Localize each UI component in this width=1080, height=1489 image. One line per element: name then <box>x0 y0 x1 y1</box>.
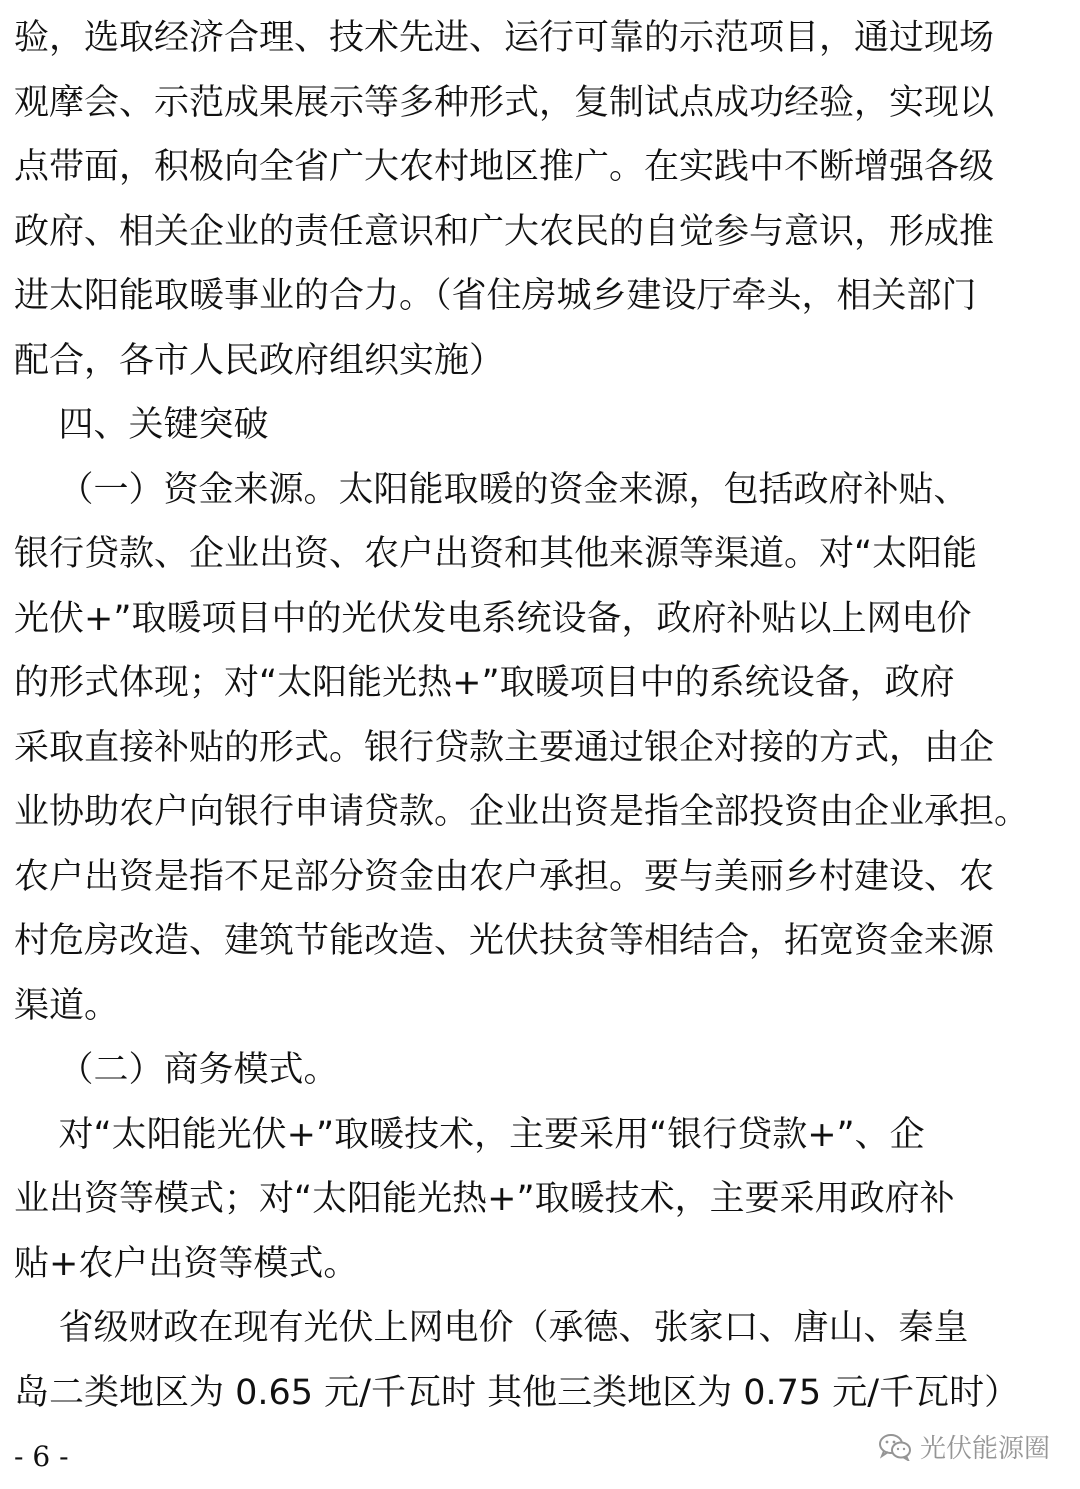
text-line: 进太阳能取暖事业的合力。（省住房城乡建设厅牵头，相关部门 <box>14 276 977 316</box>
text-line: 业协助农户向银行申请贷款。企业出资是指全部投资由企业承担。 <box>14 792 1030 832</box>
wechat-icon <box>878 1433 912 1461</box>
text-line: 验，选取经济合理、技术先进、运行可靠的示范项目，通过现场 <box>14 18 995 58</box>
page-footer <box>0 1420 1080 1489</box>
watermark <box>878 1428 1050 1465</box>
text-line: 观摩会、示范成果展示等多种形式，复制试点成功经验，实现以 <box>14 82 995 123</box>
text-line: 的形式体现；对“太阳能光热+”取暖项目中的系统设备，政府 <box>14 663 955 703</box>
watermark-text: 光伏能源圈 <box>919 1434 1050 1464</box>
text-line: 光伏+”取暖项目中的光伏发电系统设备，政府补贴以上网电价 <box>14 598 972 639</box>
text-line: 省级财政在现有光伏上网电价（承德、张家口、唐山、秦皇 <box>14 1308 969 1348</box>
section-heading: 四、关键突破 <box>14 405 269 445</box>
text-line: （一）资金来源。太阳能取暖的资金来源，包括政府补贴、 <box>14 469 969 510</box>
text-line: 银行贷款、企业出资、农户出资和其他来源等渠道。对“太阳能 <box>14 534 978 574</box>
text-line: 对“太阳能光伏+”取暖技术，主要采用“银行贷款+”、企 <box>14 1114 925 1155</box>
text-line: 贴+农户出资等模式。 <box>14 1243 359 1284</box>
text-line: 点带面，积极向全省广大农村地区推广。在实践中不断增强各级 <box>14 147 995 187</box>
document-body <box>14 6 1068 1425</box>
subsection-heading: （二）商务模式。 <box>14 1050 339 1090</box>
text-line: 渠道。 <box>14 985 120 1026</box>
page-number: - 6 - <box>14 1440 69 1473</box>
text-line: 业出资等模式；对“太阳能光热+”取暖技术，主要采用政府补 <box>14 1179 955 1219</box>
text-line: 岛二类地区为 0.65 元/千瓦时 其他三类地区为 0.75 元/千瓦时） <box>14 1372 1020 1413</box>
text-line: 村危房改造、建筑节能改造、光伏扶贫等相结合，拓宽资金来源 <box>14 921 995 961</box>
text-line: 配合，各市人民政府组织实施） <box>14 340 505 381</box>
text-line: 政府、相关企业的责任意识和广大农民的自觉参与意识，形成推 <box>14 211 995 252</box>
text-line: 农户出资是指不足部分资金由农户承担。要与美丽乡村建设、农 <box>14 856 995 897</box>
text-line: 采取直接补贴的形式。银行贷款主要通过银企对接的方式，由企 <box>14 727 995 768</box>
